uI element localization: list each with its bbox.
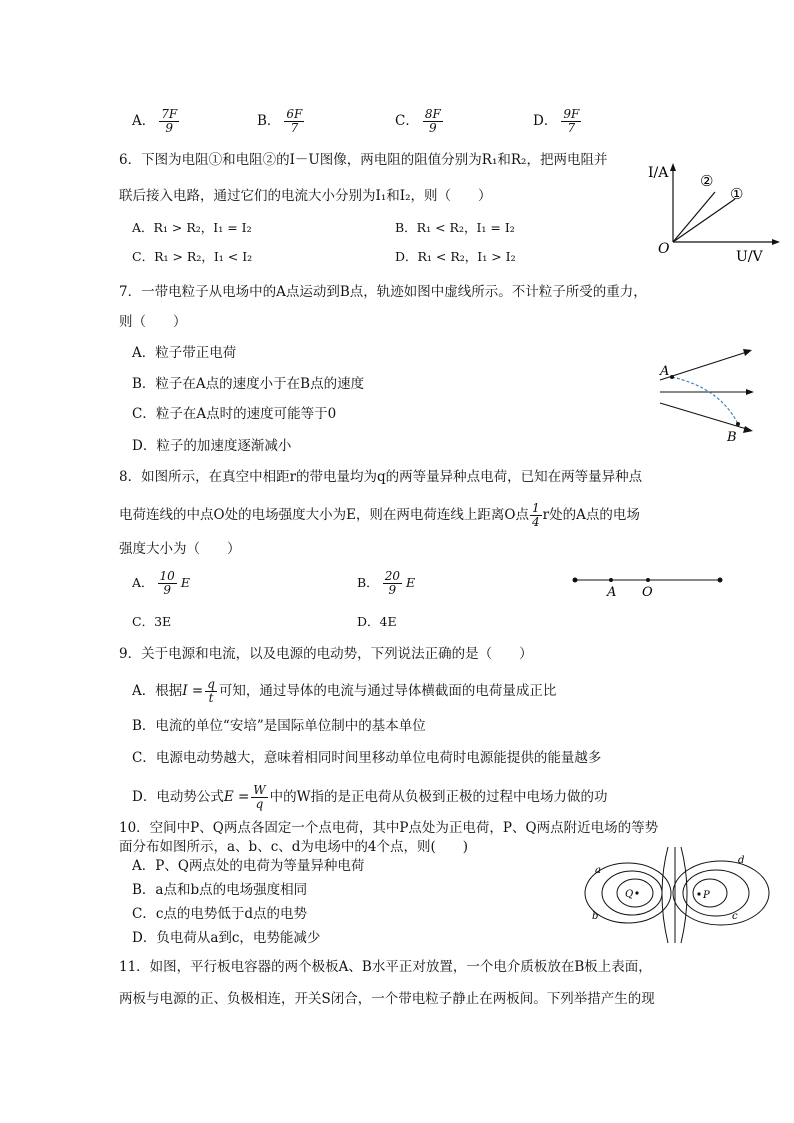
q6-x-label: U/V <box>736 249 763 265</box>
q6-y-label: I/A <box>648 165 669 181</box>
q7-option-b: B．粒子在A点的速度小于在B点的速度 <box>132 376 365 392</box>
q6-x-arrow <box>772 239 780 245</box>
q6-option-d: D．R₁ < R₂，I₁ > I₂ <box>395 249 516 264</box>
q7-point-b <box>736 422 740 426</box>
q9-stem: 9．关于电源和电流，以及电源的电动势，下列说法正确的是（ ） <box>119 646 533 662</box>
q7-option-a: A．粒子带正电荷 <box>132 345 237 361</box>
q7-option-d: D．粒子的加速度逐渐减小 <box>132 438 292 454</box>
q8-stem-line3: 强度大小为（ ） <box>119 541 241 557</box>
q6-option-c: C．R₁ > R₂，I₁ < I₂ <box>132 249 253 264</box>
q7-label-a: A <box>660 364 670 379</box>
q10-q-ring-inner <box>617 879 653 907</box>
q10-middle-curve-left <box>662 847 668 943</box>
q10-label-c: c <box>732 911 738 922</box>
q8-point-a <box>609 578 613 582</box>
q10-label-b: b <box>592 911 599 922</box>
q10-label-d: d <box>738 855 745 866</box>
q9-option-d: D．电动势公式E = $\frac{W}{q}$ 中的W指的是正电荷从负极到正极的过程中电场力做的功 <box>132 783 608 811</box>
q6-stem-line2: 联后接入电路，通过它们的电流大小分别为I₁和I₂，则（ ） <box>119 188 492 204</box>
q6-origin-label: O <box>658 241 670 257</box>
q11-stem-line2: 两板与电源的正、负极相连，开关S闭合，一个带电粒子静止在两板间。下列举措产生的现 <box>119 991 655 1007</box>
q7-option-c: C．粒子在A点时的速度可能等于0 <box>132 406 337 422</box>
q10-middle-curve-right <box>681 847 687 943</box>
q5-option-b: B． $\frac{6F}{7}$ <box>257 107 303 135</box>
q6-curve-2-label: ② <box>700 172 714 190</box>
q10-option-a: A．P、Q两点处的电荷为等量异种电荷 <box>132 858 365 874</box>
q10-equipotential-diagram <box>580 847 775 947</box>
q10-option-c: C．c点的电势低于d点的电势 <box>132 906 308 922</box>
q7-point-a <box>670 375 674 379</box>
q8-option-b: B． $\frac{20}{9}$ E <box>357 569 416 597</box>
q6-y-arrow <box>670 163 676 171</box>
q10-stem-line2: 面分布如图所示，a、b、c、d为电场中的4个点，则( ) <box>119 839 469 855</box>
q10-label-a: a <box>595 865 601 876</box>
q10-label-p: P <box>703 890 710 901</box>
q8-option-c: C．3E <box>132 614 172 629</box>
q7-arrow-top <box>743 349 752 356</box>
q6-curve-1-label: ① <box>730 185 744 203</box>
q8-charge-left <box>573 578 578 583</box>
q5-option-a: A． $\frac{7F}{9}$ <box>132 107 178 135</box>
q7-field-line-bottom <box>660 403 750 430</box>
q8-option-a: A． $\frac{10}{9}$ E <box>132 569 190 597</box>
q10-option-d: D．负电荷从a到c，电势能减少 <box>132 930 321 946</box>
q8-label-o: O <box>642 585 653 600</box>
q7-field-line-top <box>660 351 750 380</box>
q6-stem-line1: 6．下图为电阻①和电阻②的I－U图像，两电阻的阻值分别为R₁和R₂，把两电阻并 <box>119 152 608 168</box>
q8-option-d: D．4E <box>357 614 397 629</box>
q6-option-b: B．R₁ < R₂，I₁ = I₂ <box>395 220 515 235</box>
q11-stem-line1: 11．如图，平行板电容器的两个极板A、B水平正对放置，一个电介质板放在B板上表面， <box>119 959 652 975</box>
q8-charge-right <box>718 578 723 583</box>
q10-stem-line1: 10．空间中P、Q两点各固定一个点电荷，其中P点处为正电荷，P、Q两点附近电场的等势 <box>119 820 659 836</box>
q6-iu-graph <box>640 155 780 265</box>
q5-option-c: C． $\frac{8F}{9}$ <box>395 107 441 135</box>
q8-point-o <box>646 578 650 582</box>
q7-arrow-bottom <box>743 426 753 433</box>
q9-option-a: A．根据I = $\frac{q}{t}$ 可知，通过导体的电流与通过导体横截面的电荷量成正比 <box>132 677 557 705</box>
q6-option-a: A．R₁ > R₂，I₁ = I₂ <box>132 220 252 235</box>
q9-option-c: C．电源电动势越大，意味着相同时间里移动单位电荷时电源能提供的能量越多 <box>132 750 602 766</box>
q7-label-b: B <box>727 430 737 445</box>
q7-arrow-middle <box>746 389 754 395</box>
q10-charge-q <box>635 891 638 894</box>
q8-charge-line-diagram <box>568 570 728 600</box>
q10-option-b: B．a点和b点的电场强度相同 <box>132 882 308 898</box>
q10-charge-p <box>697 892 700 895</box>
q9-option-b: B．电流的单位“安培”是国际单位制中的基本单位 <box>132 718 426 734</box>
q7-stem-line1: 7．一带电粒子从电场中的A点运动到B点，轨迹如图中虚线所示。不计粒子所受的重力， <box>119 284 647 300</box>
q8-stem-line2: 电荷连线的中点O处的电场强度大小为E，则在两电荷连线上距离O点 $\frac{1}{4}$ r处的A点的电场 <box>119 501 640 529</box>
q8-label-a: A <box>607 585 617 600</box>
q5-option-d: D． $\frac{9F}{7}$ <box>533 107 580 135</box>
q7-field-diagram <box>650 340 760 445</box>
q7-stem-line2: 则（ ） <box>119 314 187 330</box>
q8-stem-line1: 8．如图所示，在真空中相距r的带电量均为q的两等量异种点电荷，已知在两等量异种点 <box>119 469 643 485</box>
q10-label-q: Q <box>625 889 634 900</box>
